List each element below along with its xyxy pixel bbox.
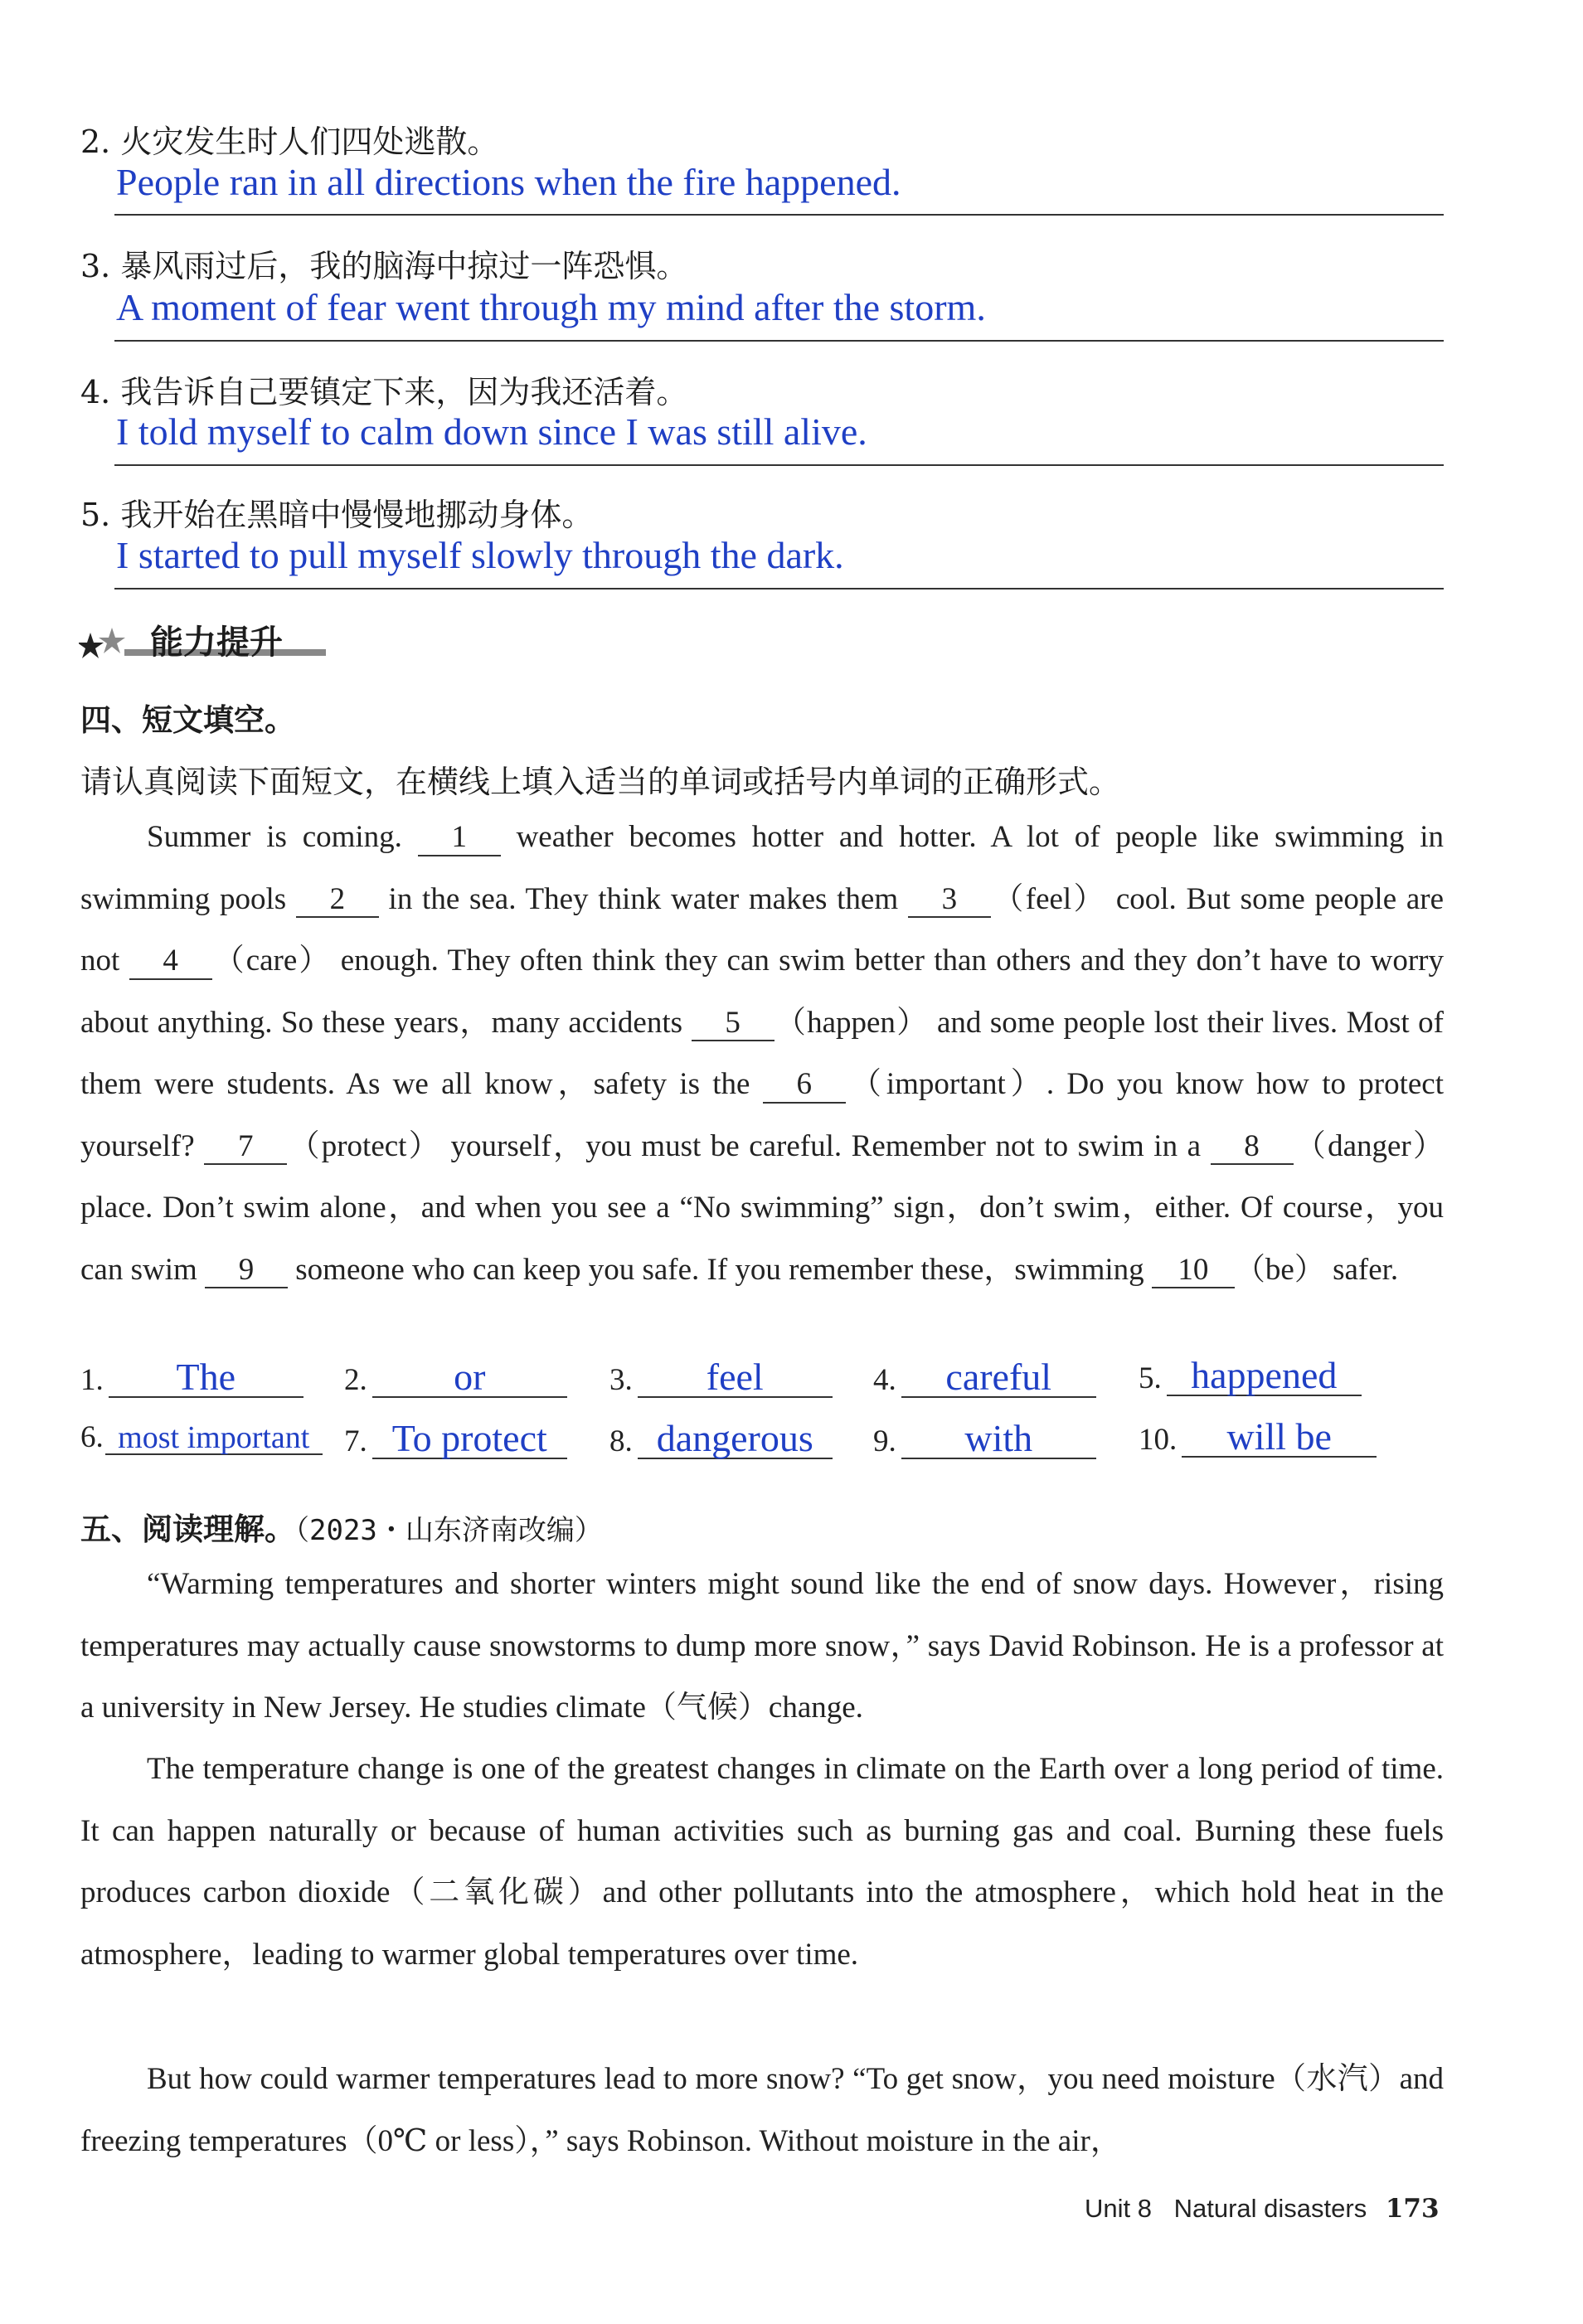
section5-header: [80, 1504, 603, 1549]
answer-value: will be: [1182, 1418, 1377, 1458]
banner-title: 能力提升: [150, 623, 283, 662]
translation-answer-2: People ran in all directions when the fire happened.: [116, 161, 901, 203]
blank-10: 10: [1152, 1254, 1235, 1289]
translation-prompt-5: 5. 我开始在黑暗中慢慢地挪动身体。: [80, 497, 594, 533]
cloze-passage: [80, 807, 1444, 1301]
blank-3: 3: [908, 883, 991, 919]
answer-number: 6.: [80, 1420, 104, 1454]
answer-number: 9.: [873, 1424, 896, 1458]
passage-text: （protect） yourself，you must be careful. Remember not to swim in a: [287, 1128, 1211, 1163]
section4-title: 四、短文填空。: [80, 702, 295, 738]
blank-5: 5: [692, 1007, 775, 1042]
answer-number: 5.: [1139, 1361, 1162, 1395]
blank-9: 9: [205, 1254, 288, 1289]
answer-slot-4: [873, 1358, 1096, 1398]
answer-number: 3.: [609, 1363, 633, 1397]
passage-text: （care） enough. They often think they can swim better than others and they don’t have to worry about anything. So these years，many accidents: [80, 944, 1444, 1040]
answer-value: with: [901, 1419, 1096, 1459]
answer-value: careful: [901, 1358, 1096, 1398]
footer-unit: Unit 8: [1085, 2194, 1152, 2223]
answer-number: 10.: [1139, 1423, 1178, 1457]
stars-icon: [79, 626, 137, 664]
answer-slot-2: [344, 1358, 567, 1398]
passage-text: Summer is coming.: [147, 820, 418, 854]
reading-paragraph-3: But how could warmer temperatures lead to more snow? “To get snow，you need moisture（水汽）and freezing temperatures（0℃ or less），” says Robinson. Without moisture in the air，: [80, 2062, 1444, 2158]
passage-text: （important）. Do you know how to protect yourself?: [80, 1067, 1444, 1163]
answer-value: happened: [1167, 1356, 1362, 1396]
answer-slot-3: [609, 1358, 833, 1398]
blank-4: 4: [129, 944, 212, 980]
answer-line: [114, 588, 1444, 589]
answer-line: [114, 214, 1444, 216]
answer-slot-7: [344, 1419, 567, 1459]
section5-source: （2023・山东济南改编）: [295, 1514, 603, 1547]
answer-line: [114, 340, 1444, 342]
passage-text: （feel） cool. But some people are not: [80, 881, 1444, 978]
translation-answer-4: I told myself to calm down since I was still alive.: [116, 410, 867, 453]
translation-prompt-3: 3. 暴风雨过后，我的脑海中掠过一阵恐惧。: [80, 248, 688, 284]
section-banner: [79, 616, 328, 667]
answer-slot-6: [80, 1419, 323, 1455]
passage-text: someone who can keep you safe. If you remember these，swimming: [288, 1252, 1152, 1287]
answer-value: feel: [638, 1358, 833, 1398]
answer-slot-9: [873, 1419, 1096, 1459]
answer-value: To protect: [372, 1419, 567, 1459]
answer-number: 7.: [344, 1424, 367, 1458]
answer-number: 2.: [344, 1363, 367, 1397]
passage-text: （danger） place. Don’t swim alone，and when you see a “No swimming” sign，don’t swim，either. Of course，you can swim: [80, 1128, 1444, 1287]
blank-1: 1: [418, 821, 501, 856]
reading-paragraph-2: The temperature change is one of the greatest changes in climate on the Earth over a long period of time. It can happen naturally or because of human activities such as burning gas and coal. Burning these fuels produces carbon dioxide（二氧化碳）and other pollutants into the atmosphere，which hold heat in the atmosphere，leading to warmer global temperatures over time.: [80, 1752, 1444, 1972]
answer-value: or: [372, 1358, 567, 1398]
answer-slot-10: [1139, 1415, 1377, 1458]
footer-topic: Natural disasters: [1173, 2194, 1367, 2223]
blank-8: 8: [1211, 1130, 1294, 1166]
answer-value: dangerous: [638, 1419, 833, 1459]
passage-text: （happen） and some people lost their lives. Most of them were students. As we all know，safety is the: [80, 1005, 1444, 1101]
answer-number: 1.: [80, 1363, 104, 1397]
passage-text: in the sea. They think water makes them: [378, 881, 908, 916]
section5-title: 五、阅读理解。: [80, 1511, 295, 1547]
translation-answer-5: I started to pull myself slowly through the dark.: [116, 534, 844, 576]
answer-value: most important: [105, 1422, 323, 1455]
blank-2: 2: [296, 883, 379, 919]
blank-7: 7: [204, 1130, 287, 1166]
answer-number: 4.: [873, 1363, 896, 1397]
answer-slot-5: [1139, 1356, 1362, 1396]
translation-prompt-2: 2. 火灾发生时人们四处逃散。: [80, 124, 499, 160]
answer-line: [114, 464, 1444, 466]
answer-number: 8.: [609, 1424, 633, 1458]
passage-text: （be） safer.: [1234, 1252, 1399, 1287]
blank-6: 6: [763, 1068, 846, 1104]
reading-paragraph-1: “Warming temperatures and shorter winters might sound like the end of snow days. However，rising temperatures may actually cause snowstorms to dump more snow，” says David Robinson. He is a professor at a university in New Jersey. He studies climate（气候）change.: [80, 1567, 1444, 1725]
section4-instruction: 请认真阅读下面短文，在横线上填入适当的单词或括号内单词的正确形式。: [80, 764, 1121, 800]
answer-value: The: [109, 1358, 303, 1398]
translation-answer-3: A moment of fear went through my mind after the storm.: [116, 286, 986, 328]
answer-slot-1: [80, 1358, 303, 1398]
footer: [1085, 2194, 1440, 2224]
passage-text: weather becomes hotter and hotter. A lot of people like swimming in swimming pools: [80, 820, 1444, 916]
page-number: 173: [1385, 2194, 1440, 2224]
answer-slot-8: [609, 1419, 833, 1459]
translation-prompt-4: 4. 我告诉自己要镇定下来，因为我还活着。: [80, 374, 688, 410]
